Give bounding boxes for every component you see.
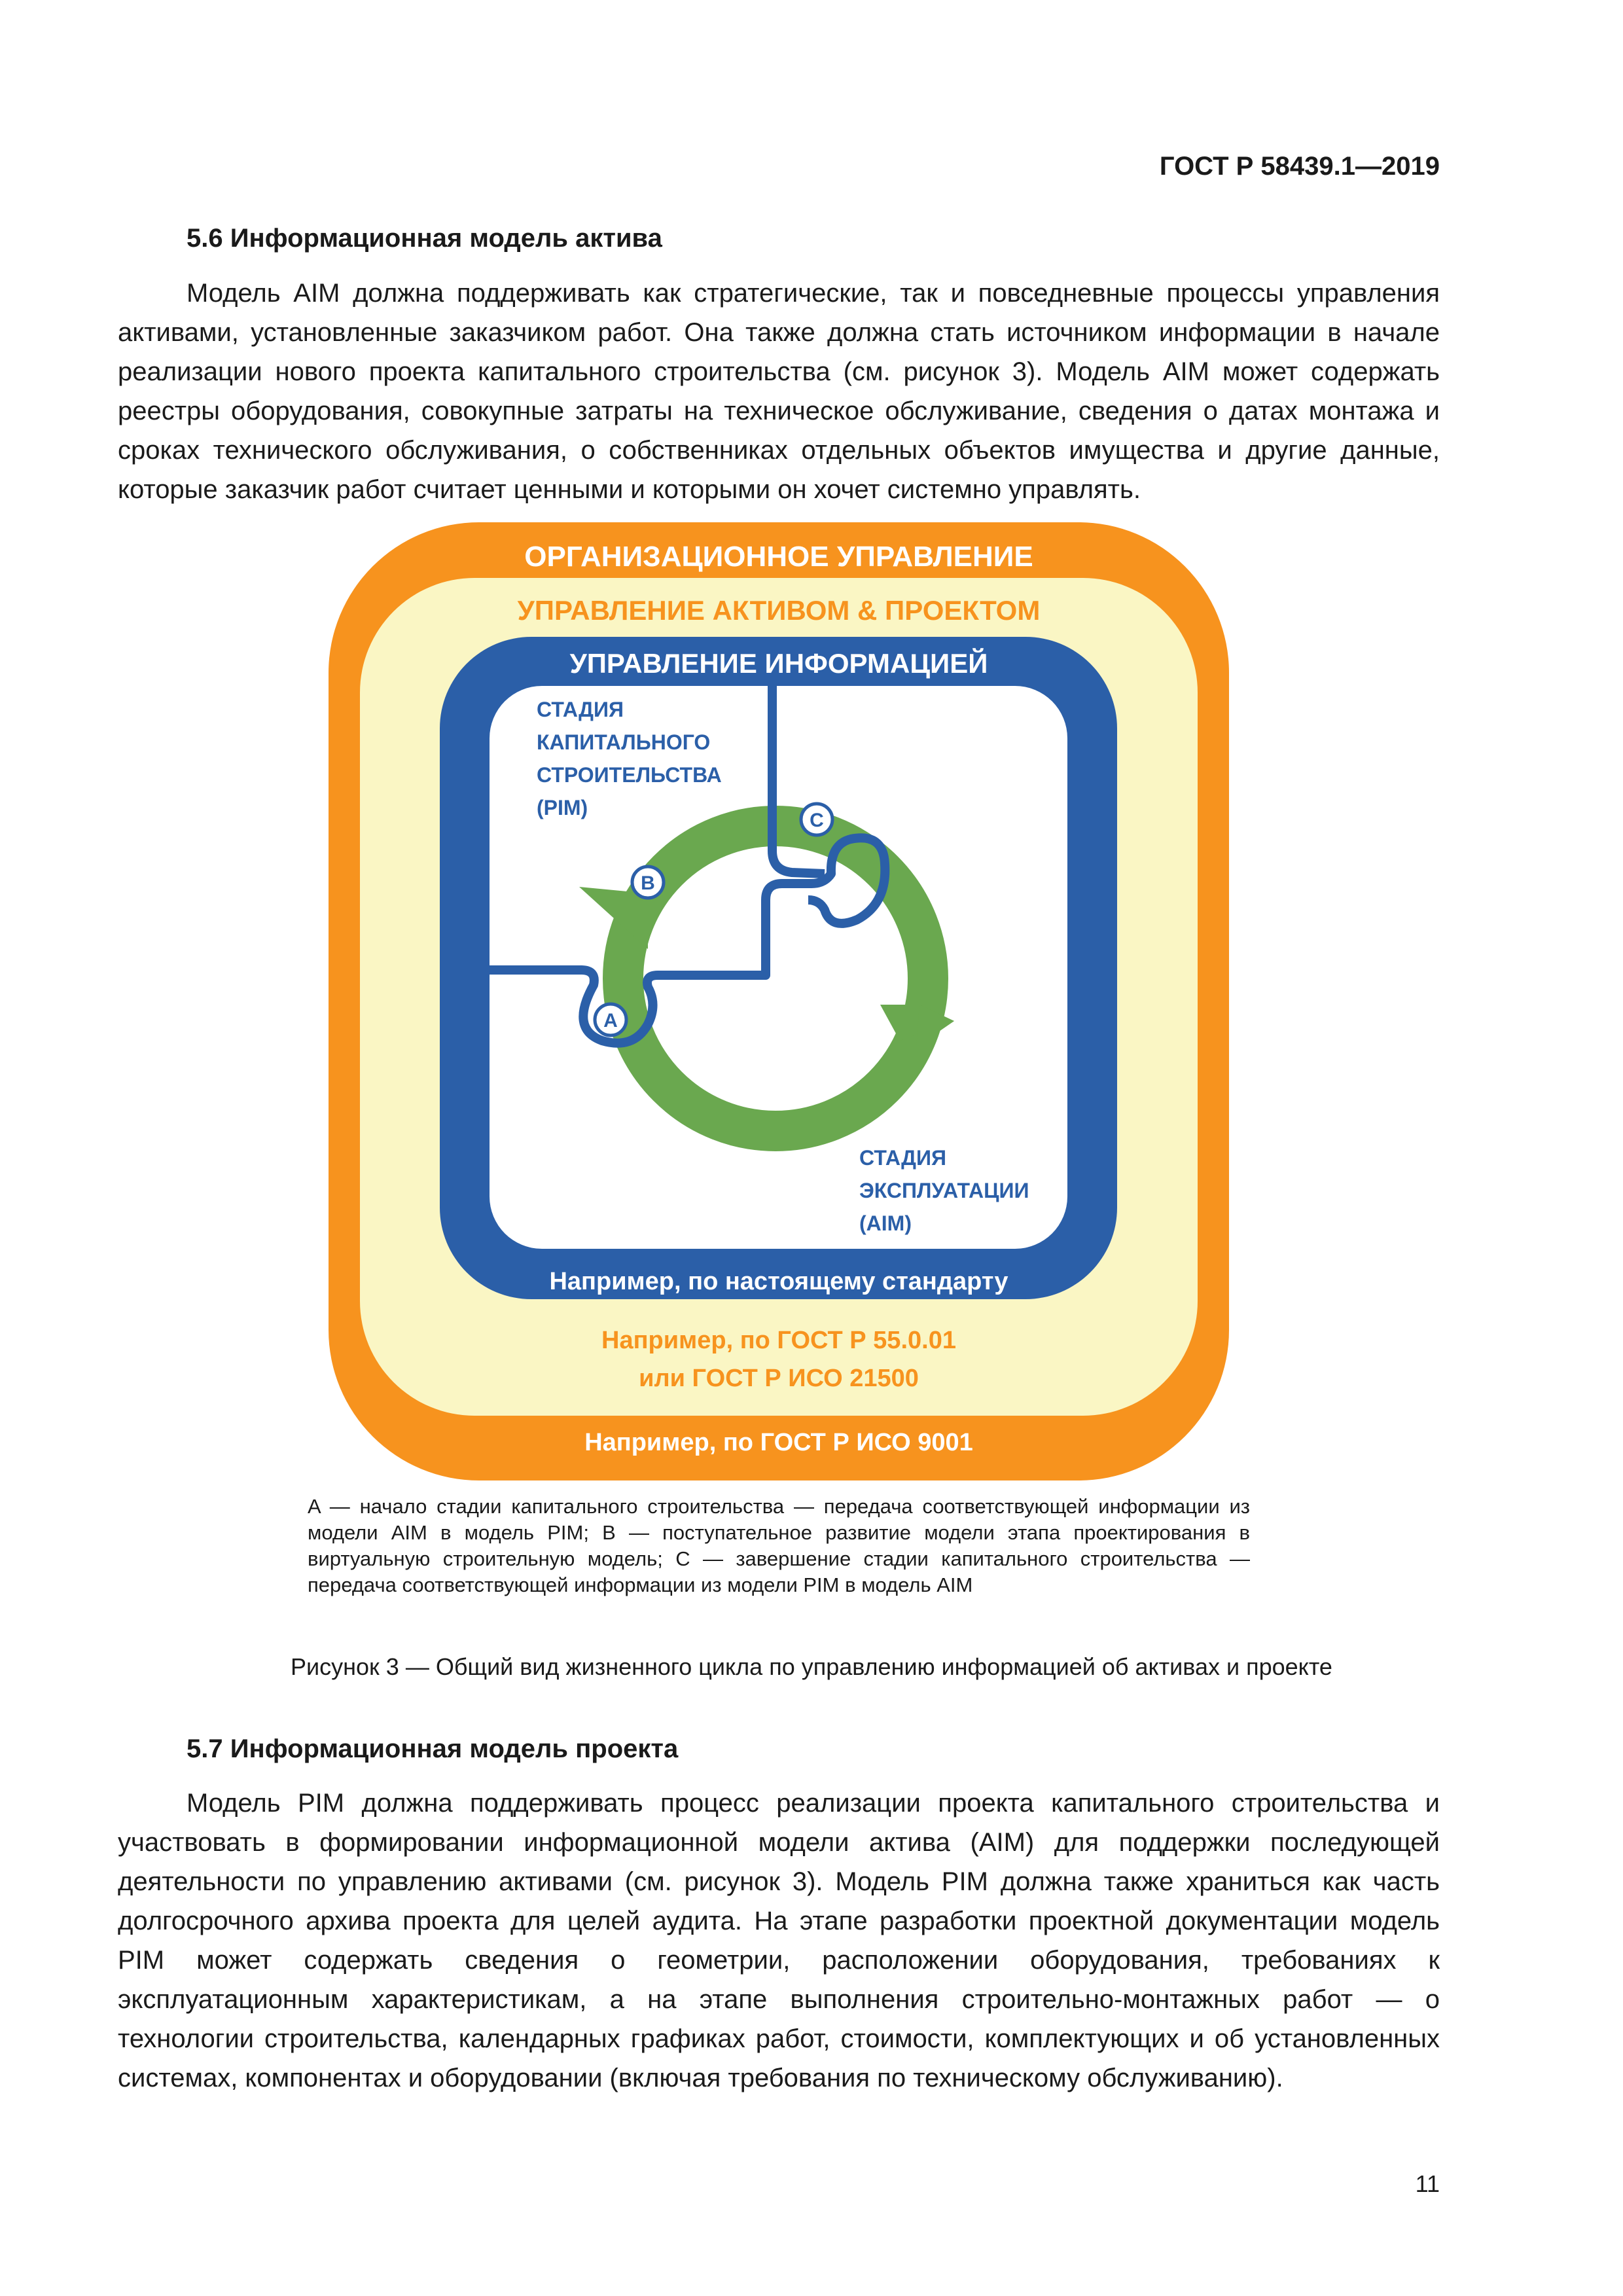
section-5-7-heading: 5.7 Информационная модель проекта bbox=[187, 1734, 679, 1763]
point-a-label: A bbox=[603, 1010, 618, 1031]
middle-example-line-2: или ГОСТ Р ИСО 21500 bbox=[639, 1365, 919, 1392]
capital-stage-line-2: КАПИТАЛЬНОГО bbox=[537, 730, 711, 754]
middle-title: УПРАВЛЕНИЕ АКТИВОМ & ПРОЕКТОМ bbox=[517, 595, 1041, 626]
paragraph-text: Модель PIM должна поддерживать процесс реализации проекта капитального строительства и участвовать в формировании информационной модели актива (AIM) для поддержки последующей деятельности по управлению активами (см. рисунок 3). Модель PIM должна также храниться как часть долгосрочного архива проекта для целей аудита. На этапе разработки проектной документации модель PIM может содержать сведения о геометрии, расположении оборудования, требованиях к эксплуатационным характеристикам, а на этапе выполнения строительно-монтажных работ — о технологии строительства, календарных графиках работ, стоимости, комплектующих и об установленных системах, компонентах и оборудовании (включая требования по техническому обслуживанию). bbox=[118, 1789, 1440, 2092]
section-5-6-heading: 5.6 Информационная модель актива bbox=[187, 224, 662, 253]
capital-stage-line-4: (PIM) bbox=[537, 796, 588, 819]
outer-title: ОРГАНИЗАЦИОННОЕ УПРАВЛЕНИЕ bbox=[524, 541, 1033, 573]
operation-stage-line-2: ЭКСПЛУАТАЦИИ bbox=[859, 1179, 1029, 1202]
operation-stage-line-3: (AIM) bbox=[859, 1211, 912, 1235]
page-number: 11 bbox=[1415, 2170, 1440, 2197]
outer-example: Например, по ГОСТ Р ИСО 9001 bbox=[584, 1429, 973, 1456]
middle-example-line-1: Например, по ГОСТ Р 55.0.01 bbox=[601, 1327, 956, 1354]
lifecycle-diagram bbox=[321, 517, 1237, 1486]
paragraph-text: Модель AIM должна поддерживать как стратегические, так и повседневные процессы управления активами, установленные заказчиком работ. Она также должна стать источником информации в начале реализации нового проекта капитального строительства (см. рисунок 3). Модель AIM может содержать реестры оборудования, совокупные затраты на техническое обслуживание, сведения о датах монтажа и сроках технического обслуживания, о собственниках отдельных объектов имущества и другие данные, которые заказчик работ считает ценными и которыми он хочет системно управлять. bbox=[118, 279, 1440, 504]
section-5-6-paragraph bbox=[118, 274, 1440, 509]
point-b-label: B bbox=[641, 872, 655, 894]
inner-example: Например, по настоящему стандарту bbox=[549, 1268, 1008, 1295]
section-5-7-paragraph bbox=[118, 1784, 1440, 2098]
operation-stage-line-1: СТАДИЯ bbox=[859, 1146, 946, 1170]
point-c-label: C bbox=[810, 810, 824, 831]
standard-code: ГОСТ Р 58439.1—2019 bbox=[1159, 152, 1440, 181]
capital-stage-line-3: СТРОИТЕЛЬСТВА bbox=[537, 763, 722, 787]
figure-legend bbox=[308, 1494, 1250, 1598]
inner-title: УПРАВЛЕНИЕ ИНФОРМАЦИЕЙ bbox=[569, 648, 988, 679]
legend-text: A — начало стадии капитального строительства — передача соответствующей информации из модели AIM в модель PIM; B — поступательное развитие модели этапа проектирования в виртуальную строительную модель; C — завершение стадии капитального строительства — передача соответствующей информации из модели PIM в модель AIM bbox=[308, 1495, 1250, 1596]
figure-caption: Рисунок 3 — Общий вид жизненного цикла по управлению информацией об активах и проекте bbox=[291, 1653, 1332, 1680]
capital-stage-line-1: СТАДИЯ bbox=[537, 698, 624, 721]
